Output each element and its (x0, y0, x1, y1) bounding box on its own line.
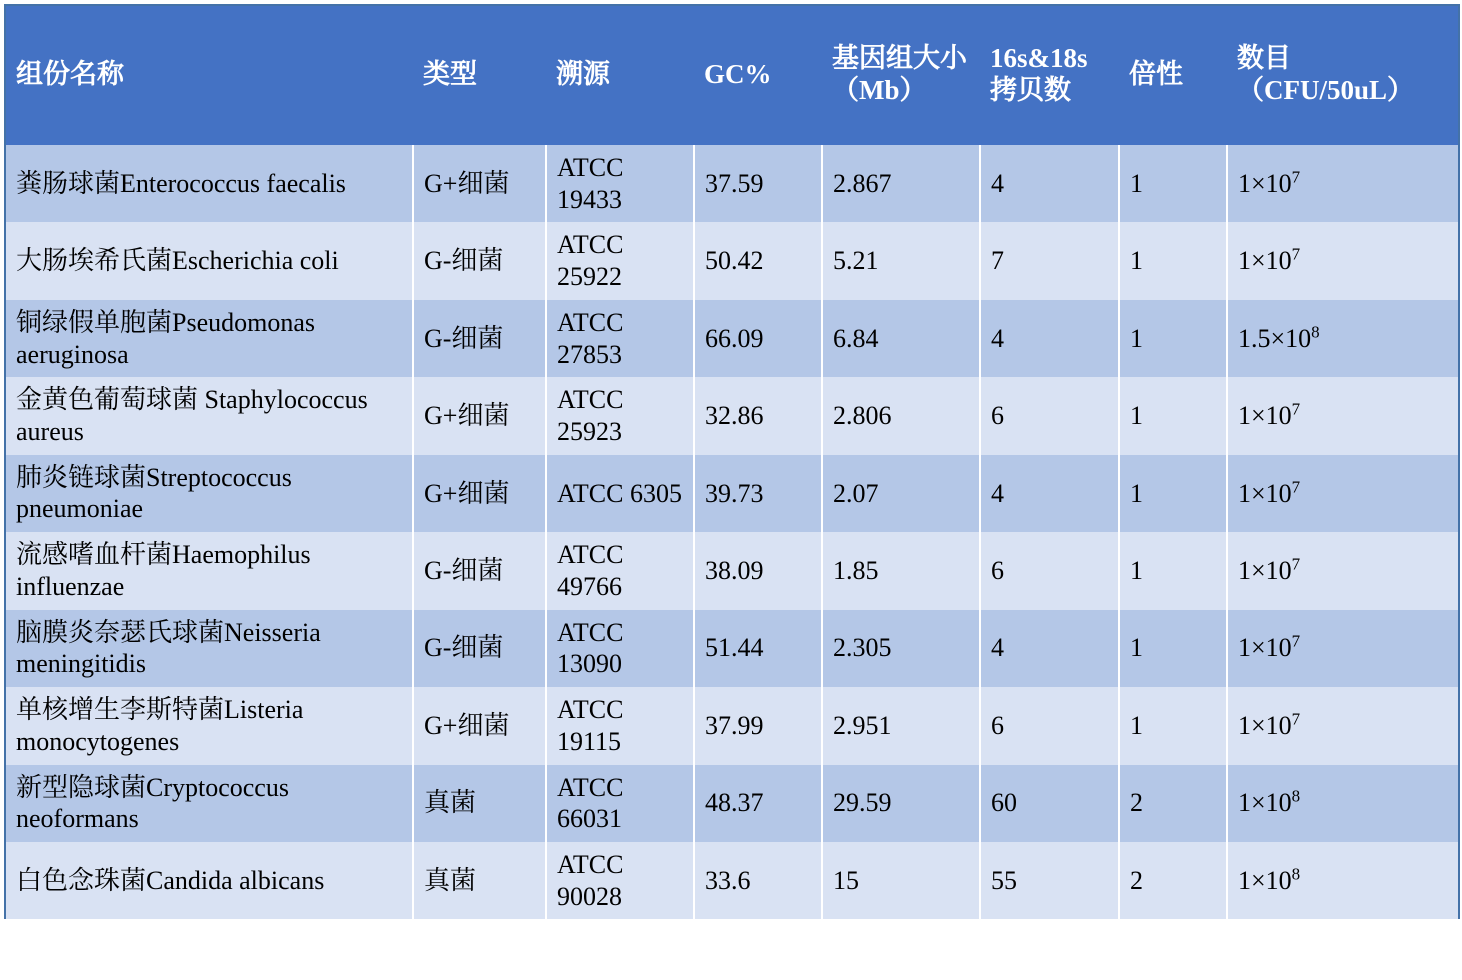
cell-source: ATCC 66031 (546, 765, 694, 842)
cell-copies: 60 (980, 765, 1119, 842)
cell-source: ATCC 19115 (546, 687, 694, 764)
cell-ploidy: 2 (1119, 842, 1227, 919)
cell-name: 铜绿假单胞菌Pseudomonas aeruginosa (5, 300, 413, 377)
cell-type: 真菌 (413, 842, 546, 919)
cell-genome-size: 2.806 (822, 377, 980, 454)
cell-genome-size: 1.85 (822, 532, 980, 609)
cell-copies: 6 (980, 532, 1119, 609)
table-row (5, 377, 1459, 454)
cell-count (1227, 842, 1459, 919)
table-row (5, 532, 1459, 609)
count-exponent: 8 (1291, 864, 1301, 884)
cell-source: ATCC 90028 (546, 842, 694, 919)
cell-type: G+细菌 (413, 455, 546, 532)
cell-type: G-细菌 (413, 610, 546, 687)
cell-ploidy: 1 (1119, 377, 1227, 454)
count-base: 1×10 (1238, 633, 1292, 663)
cell-copies: 55 (980, 842, 1119, 919)
table-row (5, 222, 1459, 299)
cell-source: ATCC 13090 (546, 610, 694, 687)
cell-genome-size: 29.59 (822, 765, 980, 842)
column-header-genome-size: 基因组大小（Mb） (822, 5, 980, 145)
cell-gc: 33.6 (694, 842, 822, 919)
strain-table (4, 4, 1460, 919)
table-row (5, 300, 1459, 377)
cell-type: G-细菌 (413, 222, 546, 299)
table-body (5, 145, 1459, 919)
cell-genome-size: 2.951 (822, 687, 980, 764)
cell-type: G+细菌 (413, 377, 546, 454)
cell-genome-size: 5.21 (822, 222, 980, 299)
column-header-copies: 16s&18s拷贝数 (980, 5, 1119, 145)
count-exponent: 7 (1291, 399, 1301, 419)
cell-name: 大肠埃希氏菌Escherichia coli (5, 222, 413, 299)
cell-gc: 50.42 (694, 222, 822, 299)
cell-genome-size: 6.84 (822, 300, 980, 377)
cell-gc: 37.59 (694, 145, 822, 222)
cell-name: 单核增生李斯特菌Listeria monocytogenes (5, 687, 413, 764)
cell-ploidy: 1 (1119, 610, 1227, 687)
cell-count (1227, 610, 1459, 687)
cell-source: ATCC 25922 (546, 222, 694, 299)
column-header-ploidy: 倍性 (1119, 5, 1227, 145)
cell-copies: 6 (980, 687, 1119, 764)
cell-gc: 32.86 (694, 377, 822, 454)
cell-count (1227, 222, 1459, 299)
cell-name: 脑膜炎奈瑟氏球菌Neisseria meningitidis (5, 610, 413, 687)
cell-genome-size: 15 (822, 842, 980, 919)
count-base: 1×10 (1238, 246, 1292, 276)
cell-gc: 48.37 (694, 765, 822, 842)
count-exponent: 7 (1291, 631, 1301, 651)
count-base: 1.5×10 (1238, 323, 1312, 353)
table-row (5, 610, 1459, 687)
cell-count (1227, 687, 1459, 764)
cell-name: 粪肠球菌Enterococcus faecalis (5, 145, 413, 222)
cell-type: G+细菌 (413, 145, 546, 222)
cell-type: 真菌 (413, 765, 546, 842)
cell-source: ATCC 25923 (546, 377, 694, 454)
table-row (5, 842, 1459, 919)
cell-ploidy: 2 (1119, 765, 1227, 842)
count-base: 1×10 (1238, 168, 1292, 198)
column-header-type: 类型 (413, 5, 546, 145)
cell-copies: 7 (980, 222, 1119, 299)
table-header (5, 5, 1459, 145)
count-base: 1×10 (1238, 865, 1292, 895)
cell-name: 流感嗜血杆菌Haemophilus influenzae (5, 532, 413, 609)
cell-ploidy: 1 (1119, 455, 1227, 532)
count-exponent: 7 (1291, 167, 1301, 187)
cell-name: 肺炎链球菌Streptococcus pneumoniae (5, 455, 413, 532)
cell-source: ATCC 49766 (546, 532, 694, 609)
count-base: 1×10 (1238, 788, 1292, 818)
cell-gc: 38.09 (694, 532, 822, 609)
cell-ploidy: 1 (1119, 222, 1227, 299)
table-row (5, 687, 1459, 764)
cell-ploidy: 1 (1119, 687, 1227, 764)
cell-name: 新型隐球菌Cryptococcus neoformans (5, 765, 413, 842)
cell-ploidy: 1 (1119, 532, 1227, 609)
cell-count (1227, 145, 1459, 222)
count-exponent: 7 (1291, 554, 1301, 574)
cell-source: ATCC 19433 (546, 145, 694, 222)
cell-count (1227, 377, 1459, 454)
column-header-count: 数目（CFU/50uL） (1227, 5, 1459, 145)
count-base: 1×10 (1238, 478, 1292, 508)
count-exponent: 7 (1291, 244, 1301, 264)
count-exponent: 8 (1291, 786, 1301, 806)
cell-name: 金黄色葡萄球菌 Staphylococcus aureus (5, 377, 413, 454)
cell-source: ATCC 27853 (546, 300, 694, 377)
cell-count (1227, 455, 1459, 532)
table-row (5, 145, 1459, 222)
table-row (5, 765, 1459, 842)
cell-genome-size: 2.07 (822, 455, 980, 532)
cell-type: G+细菌 (413, 687, 546, 764)
table-header-row (5, 5, 1459, 145)
count-exponent: 7 (1291, 476, 1301, 496)
cell-gc: 66.09 (694, 300, 822, 377)
table-row (5, 455, 1459, 532)
cell-gc: 39.73 (694, 455, 822, 532)
cell-type: G-细菌 (413, 532, 546, 609)
cell-name: 白色念珠菌Candida albicans (5, 842, 413, 919)
count-exponent: 8 (1311, 322, 1320, 342)
cell-type: G-细菌 (413, 300, 546, 377)
cell-count (1227, 765, 1459, 842)
cell-copies: 4 (980, 610, 1119, 687)
cell-source: ATCC 6305 (546, 455, 694, 532)
cell-copies: 6 (980, 377, 1119, 454)
cell-copies: 4 (980, 145, 1119, 222)
cell-copies: 4 (980, 455, 1119, 532)
column-header-source: 溯源 (546, 5, 694, 145)
cell-gc: 51.44 (694, 610, 822, 687)
count-base: 1×10 (1238, 401, 1292, 431)
cell-gc: 37.99 (694, 687, 822, 764)
count-exponent: 7 (1291, 709, 1301, 729)
count-base: 1×10 (1238, 556, 1292, 586)
cell-copies: 4 (980, 300, 1119, 377)
column-header-name: 组份名称 (5, 5, 413, 145)
cell-ploidy: 1 (1119, 300, 1227, 377)
count-base: 1×10 (1238, 710, 1292, 740)
cell-genome-size: 2.867 (822, 145, 980, 222)
cell-count (1227, 532, 1459, 609)
cell-count (1227, 300, 1459, 377)
cell-genome-size: 2.305 (822, 610, 980, 687)
column-header-gc: GC% (694, 5, 822, 145)
cell-ploidy: 1 (1119, 145, 1227, 222)
